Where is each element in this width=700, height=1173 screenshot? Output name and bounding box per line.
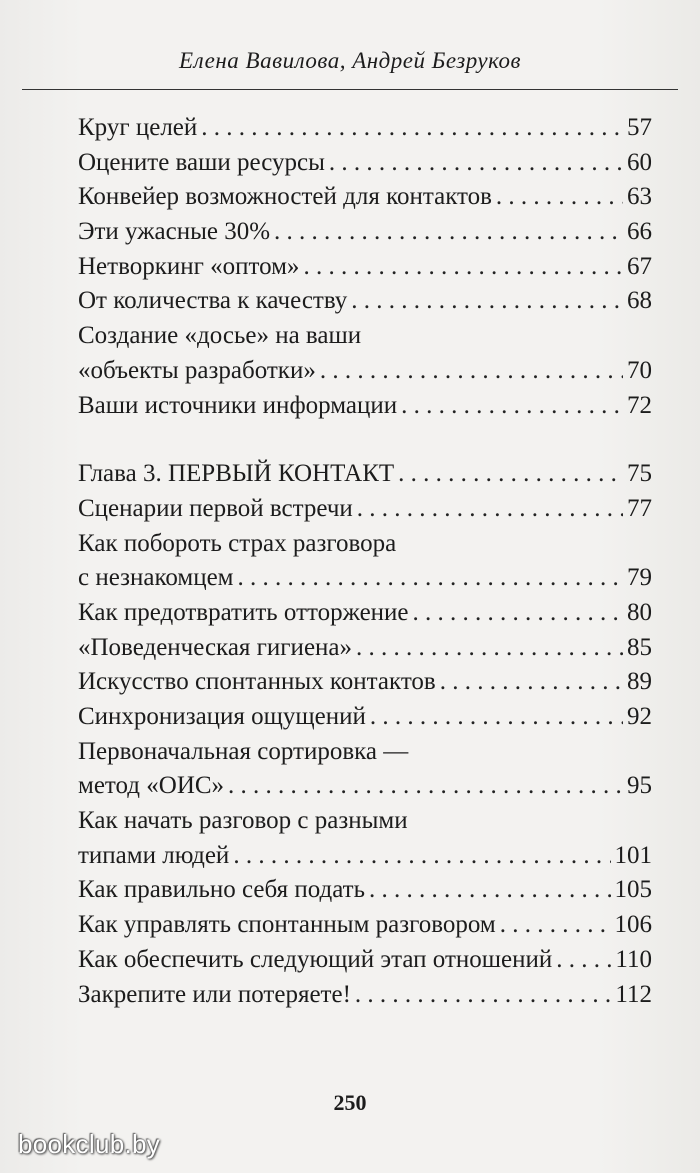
dot-leader [440, 665, 623, 700]
toc-entry-title: Как начать разговор с разными [78, 807, 408, 835]
toc-entry [78, 596, 652, 631]
toc-entry [78, 250, 652, 285]
toc-entry-page: 68 [627, 287, 652, 315]
toc-entry-page: 92 [627, 703, 652, 730]
toc-entry-page: 60 [627, 148, 652, 176]
toc-entry-title: Оцените ваши ресурсы [78, 148, 325, 176]
dot-leader [370, 700, 623, 735]
toc-entry-page: 66 [627, 218, 652, 246]
toc-entry [78, 665, 652, 700]
toc-entry-title: Синхронизация ощущений [78, 703, 366, 730]
table-of-contents [78, 111, 652, 1012]
toc-entry-page: 80 [627, 598, 652, 626]
dot-leader [351, 284, 623, 319]
toc-entry-page: 112 [615, 980, 652, 1008]
toc-entry-page: 67 [627, 252, 652, 280]
toc-entry-page: 72 [627, 391, 652, 419]
dot-leader [238, 561, 624, 596]
toc-entry-title: «Поведенческая гигиена» [78, 633, 353, 661]
toc-entry [78, 943, 652, 978]
toc-entry-title: «объекты разработки» [78, 356, 316, 384]
toc-entry [78, 215, 652, 250]
toc-entry-title: Ваши источники информации [78, 391, 398, 419]
toc-entry [78, 492, 652, 527]
toc-entry-page: 106 [614, 911, 652, 939]
toc-entry-page: 57 [627, 114, 652, 141]
toc-entry-title: Как обеспечить следующий этап отношений [78, 945, 553, 973]
toc-entry-title: Искусство спонтанных контактов [78, 668, 436, 696]
toc-entry [78, 561, 652, 596]
toc-entry-page: 63 [627, 183, 652, 211]
toc-entry-page: 79 [627, 564, 652, 592]
watermark-logo: bookclub.by [18, 1129, 161, 1159]
toc-chapter-entry [78, 457, 652, 492]
toc-entry-page: 110 [615, 945, 652, 973]
dot-leader [496, 180, 623, 215]
toc-entry-title: Как побороть страх разговора [78, 529, 397, 557]
toc-entry-page: 95 [627, 772, 652, 800]
toc-entry-first-line [78, 735, 652, 770]
dot-leader [398, 457, 623, 492]
toc-entry-title: Круг целей [78, 114, 198, 141]
toc-entry-title: с незнакомцем [78, 564, 234, 592]
toc-entry-first-line [78, 804, 652, 839]
toc-entry [78, 284, 652, 319]
toc-entry-title: Первоначальная сортировка — [78, 737, 409, 765]
toc-entry-page: 75 [627, 460, 652, 488]
dot-leader [556, 943, 611, 978]
page-number: 250 [333, 1090, 367, 1115]
toc-entry [78, 873, 652, 908]
toc-entry-title: Как управлять спонтанным разговором [78, 911, 496, 939]
toc-entry [78, 354, 652, 389]
toc-entry-title: Конвейер возможностей для контактов [78, 183, 492, 211]
toc-entry-title: Как правильно себя подать [78, 876, 365, 904]
toc-entry [78, 631, 652, 666]
dot-leader [369, 873, 611, 908]
toc-entry-first-line [78, 319, 652, 354]
toc-entry-title: Эти ужасные 30% [78, 218, 271, 246]
toc-entry [78, 839, 652, 874]
toc-entry-title: Закрепите или потеряете! [78, 980, 351, 1008]
dot-leader [401, 389, 623, 424]
dot-leader [355, 978, 612, 1013]
dot-leader [274, 215, 623, 250]
dot-leader [413, 596, 623, 631]
dot-leader [357, 492, 623, 527]
toc-entry-page: 101 [614, 841, 652, 869]
dot-leader [303, 250, 623, 285]
toc-entry [78, 700, 652, 735]
toc-entry [78, 111, 652, 146]
dot-leader [329, 146, 623, 181]
dot-leader [356, 631, 623, 666]
toc-entry-title: метод «ОИС» [78, 772, 225, 800]
toc-entry [78, 146, 652, 181]
toc-entry-page: 89 [627, 668, 652, 696]
running-header-authors: Елена Вавилова, Андрей Безруков [179, 48, 521, 73]
toc-entry-page: 85 [627, 633, 652, 661]
toc-entry-title: Создание «досье» на ваши [78, 322, 362, 350]
toc-entry [78, 389, 652, 424]
dot-leader [233, 839, 610, 874]
toc-entry-title: Нетворкинг «оптом» [78, 252, 300, 280]
toc-entry [78, 769, 652, 804]
header-rule [22, 89, 678, 90]
toc-entry-page: 70 [627, 356, 652, 384]
toc-chapter-title: Глава 3. ПЕРВЫЙ КОНТАКТ [78, 460, 395, 488]
toc-entry-page: 105 [614, 876, 652, 904]
dot-leader [320, 354, 623, 389]
toc-entry-title: Как предотвратить отторжение [78, 598, 409, 626]
dot-leader [500, 908, 611, 943]
toc-entry [78, 180, 652, 215]
toc-entry-title: От количества к качеству [78, 287, 348, 315]
toc-entry [78, 908, 652, 943]
toc-entry-first-line [78, 527, 652, 562]
dot-leader [228, 769, 623, 804]
toc-entry [78, 978, 652, 1013]
dot-leader [201, 111, 623, 146]
toc-entry-page: 77 [627, 494, 652, 522]
toc-entry-title: типами людей [78, 841, 230, 869]
toc-entry-title: Сценарии первой встречи [78, 494, 353, 522]
